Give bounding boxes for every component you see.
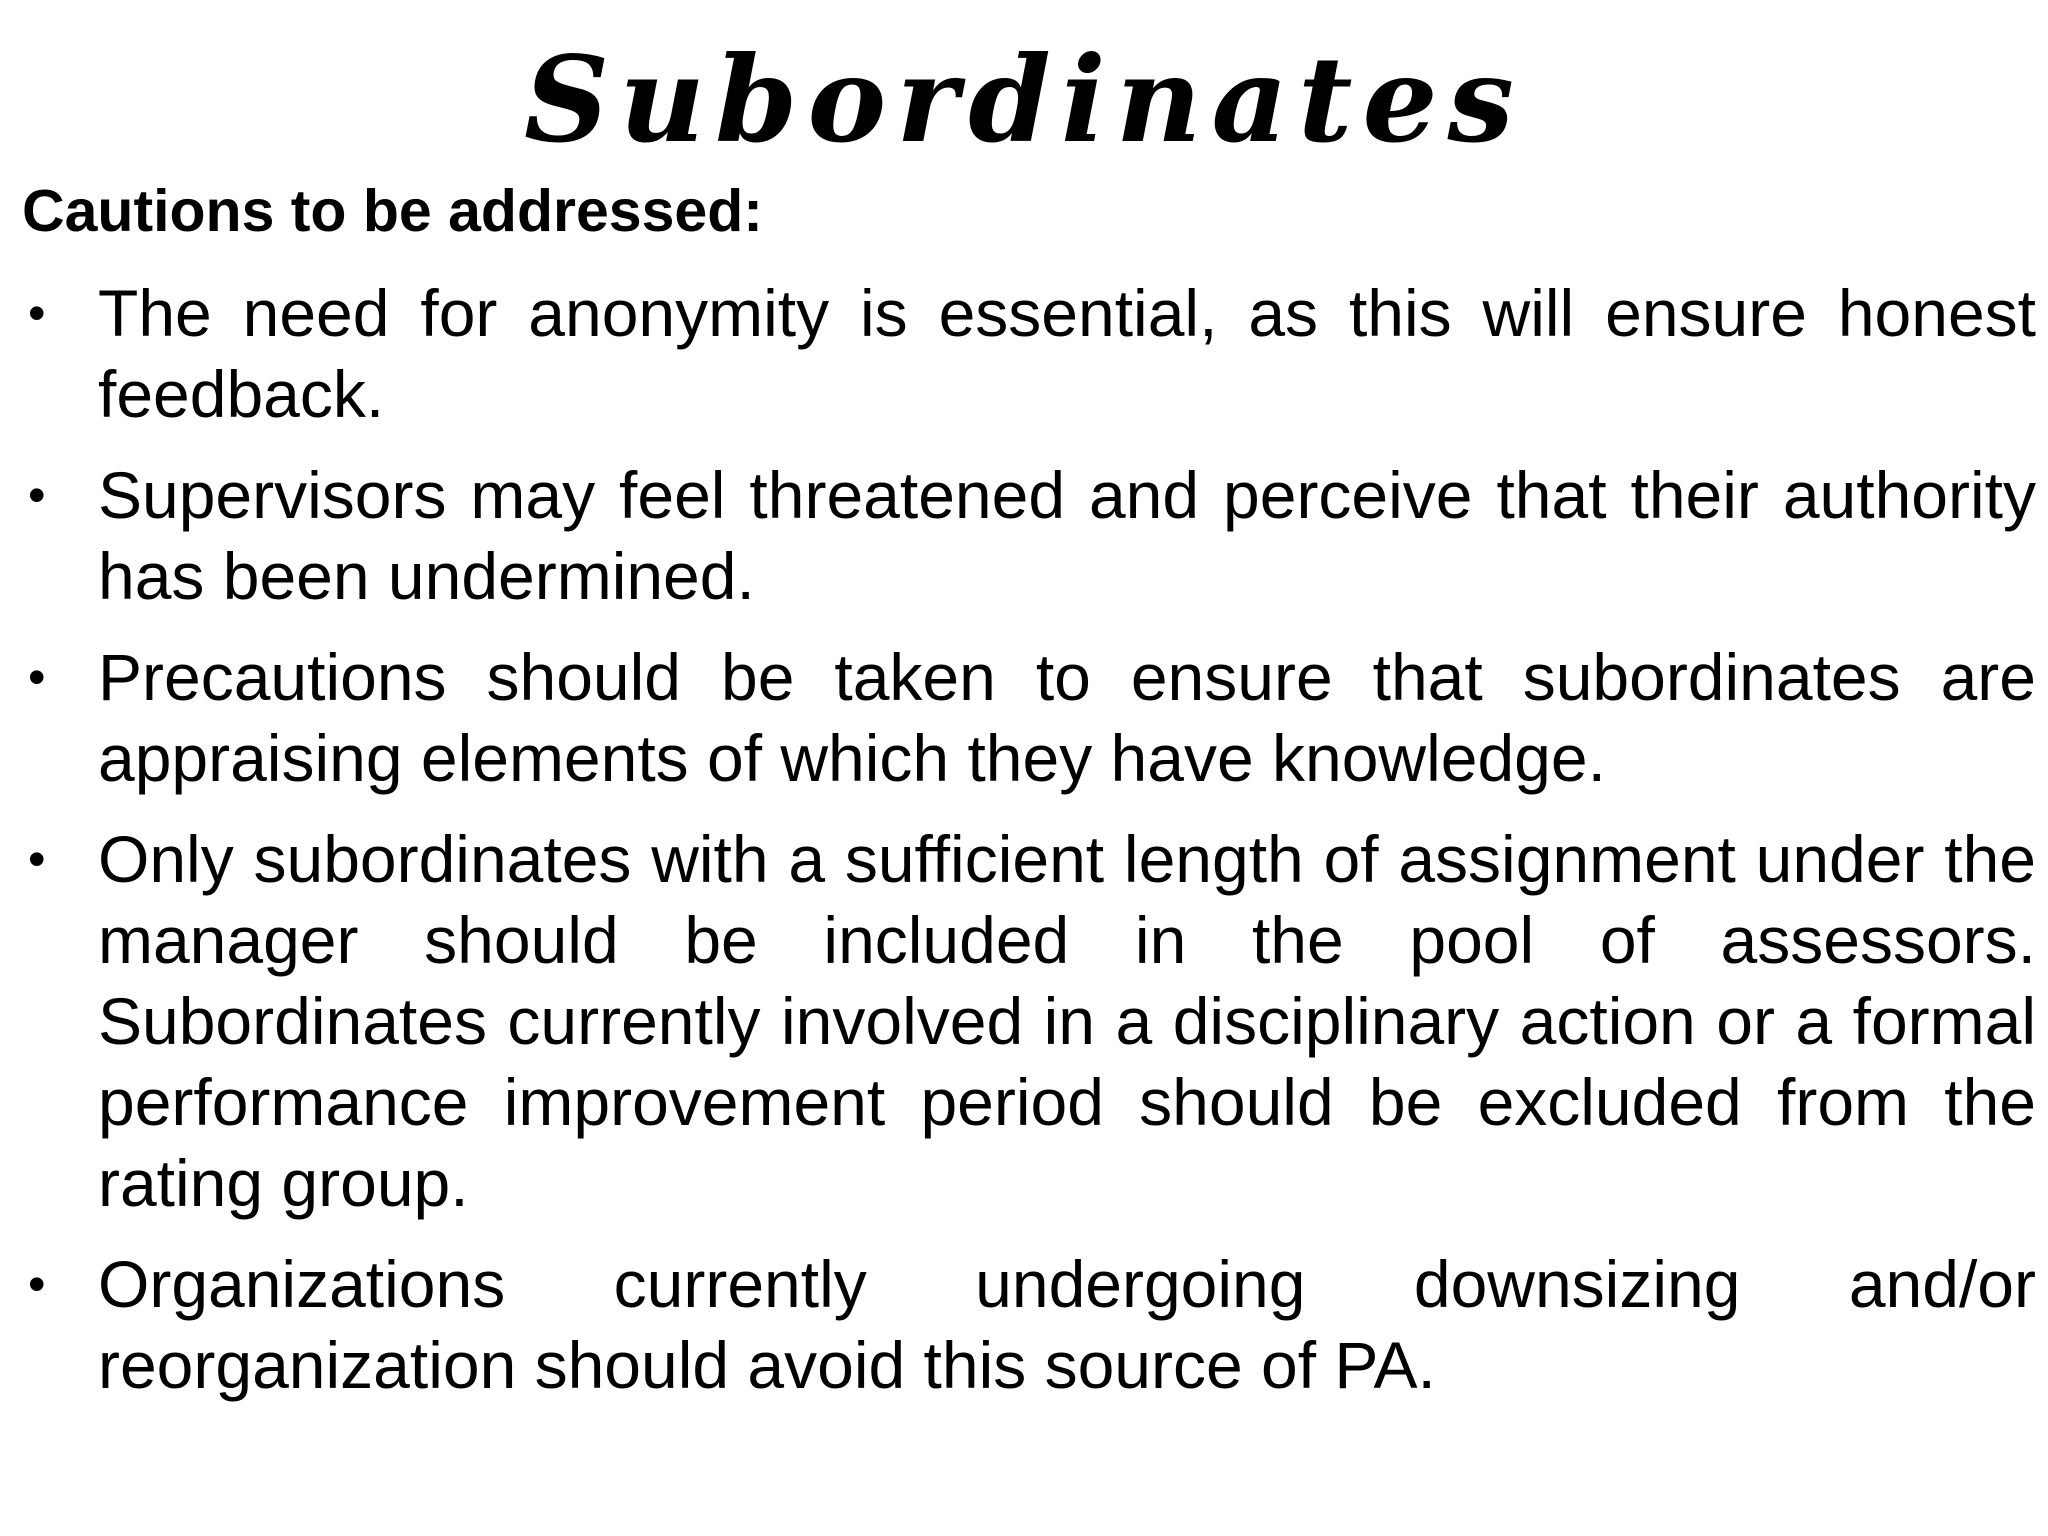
bullet-list [22,273,2036,1426]
bullet-icon: • [28,649,46,705]
bullet-icon: • [28,285,46,341]
bullet-text: Supervisors may feel threatened and perceive that their authority has been undermined. [98,458,2036,613]
slide-subtitle: Cautions to be addressed: [22,178,763,244]
bullet-text: Precautions should be taken to ensure that subordinates are appraising elements of which they have knowledge. [98,640,2036,795]
bullet-item [22,455,2036,617]
bullet-item [22,1244,2036,1406]
bullet-text: The need for anonymity is essential, as this will ensure honest feedback. [98,276,2036,431]
bullet-icon: • [28,831,46,887]
bullet-icon: • [28,1256,46,1312]
bullet-text: Only subordinates with a sufficient length of assignment under the manager should be included in the pool of assessors. Subordinates currently involved in a disciplinary action or a formal performance improvement period should be excluded from the rating group. [98,822,2036,1220]
bullet-item [22,637,2036,799]
bullet-icon: • [28,467,46,523]
bullet-item [22,273,2036,435]
bullet-text: Organizations currently undergoing downsizing and/or reorganization should avoid this source of PA. [98,1247,2036,1402]
slide-title: Subordinates [524,30,1524,169]
bullet-item [22,819,2036,1224]
